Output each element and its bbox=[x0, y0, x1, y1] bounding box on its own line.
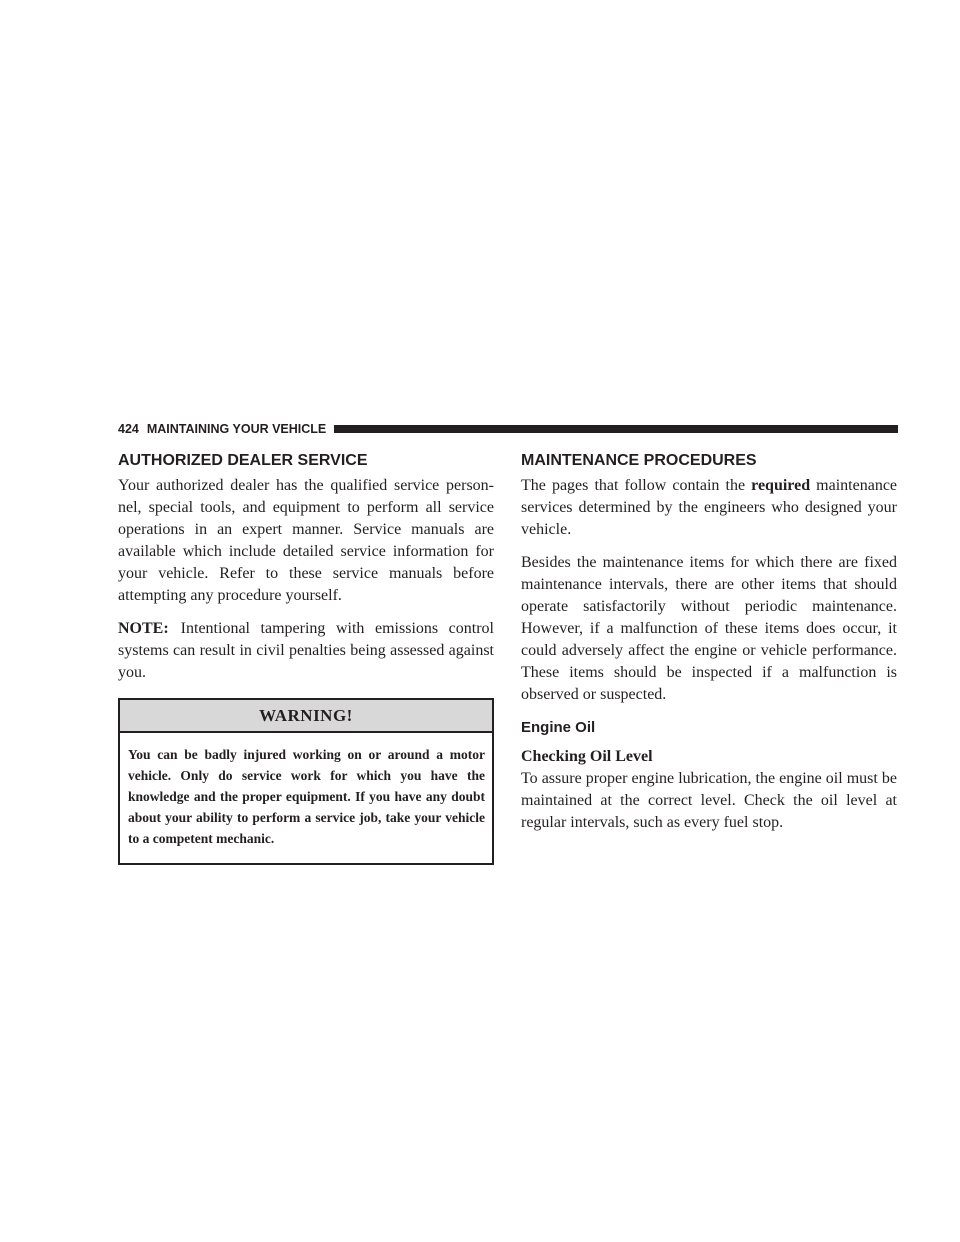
required-emphasis: required bbox=[751, 477, 811, 494]
page-section-title: MAINTAINING YOUR VEHICLE bbox=[146, 422, 327, 436]
maintenance-items-paragraph: Besides the maintenance items for which there are fixed maintenance intervals, there are other items that should operate satisfactorily without periodic maintenance. However, if a malfunction of these items does occur, it could adversely affect the engine or vehicle performance. These items should be inspected if a malfunction is observed or suspected. bbox=[521, 554, 897, 703]
header-rule bbox=[334, 425, 898, 433]
page-number: 424 bbox=[118, 422, 139, 436]
note-label: NOTE: bbox=[118, 620, 169, 637]
checking-oil-level-heading: Checking Oil Level bbox=[521, 748, 653, 765]
oil-level-paragraph: To assure proper engine lubrication, the engine oil must be maintained at the correct level. Check the oil level at regular intervals, such as every fuel stop. bbox=[521, 770, 897, 831]
warning-title: WARNING! bbox=[120, 700, 492, 733]
maintenance-intro-paragraph bbox=[521, 475, 897, 541]
engine-oil-heading: Engine Oil bbox=[521, 719, 596, 736]
note-paragraph bbox=[118, 618, 494, 684]
warning-text: You can be badly injured working on or around a motor vehicle. Only do service work for which you have the knowledge and the proper equipment. If you have any doubt about your ability to perform a service job, take your vehicle to a competent mechanic. bbox=[128, 747, 485, 846]
page-header bbox=[118, 421, 898, 437]
left-column bbox=[118, 451, 494, 865]
authorized-dealer-paragraph: Your authorized dealer has the qualified service person- nel, special tools, and equipment to perform all service operations in an expert manner. Service manuals are available which include detailed service information for your vehicle. Refer to these service manuals before attempting any procedure yourself. bbox=[118, 477, 494, 604]
right-column bbox=[521, 451, 897, 845]
warning-box bbox=[118, 698, 494, 865]
maintenance-procedures-heading: MAINTENANCE PROCEDURES bbox=[521, 452, 757, 469]
note-text: Intentional tampering with emissions control systems can result in civil penalties being assessed against you. bbox=[118, 620, 494, 681]
intro-text-end: maintenance services determined by the engineers who designed your vehicle. bbox=[521, 477, 898, 538]
authorized-dealer-service-heading: AUTHORIZED DEALER SERVICE bbox=[118, 452, 368, 469]
intro-text-start: The pages that follow contain the bbox=[521, 477, 746, 494]
